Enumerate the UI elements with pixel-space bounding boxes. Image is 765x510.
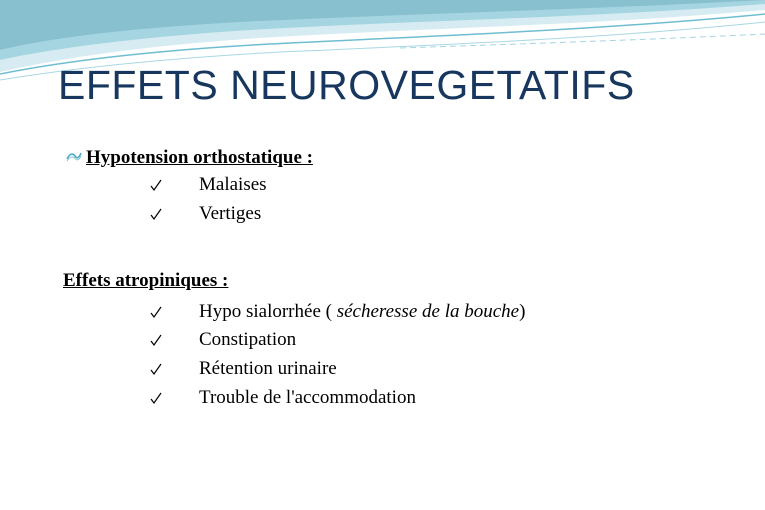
section-heading-hypotension	[66, 147, 313, 169]
slide-title: EFFETS NEUROVEGETATIFS	[58, 62, 635, 108]
list-item-text: Trouble de l'accommodation	[199, 387, 416, 408]
wave-bullet-icon	[66, 150, 82, 162]
checkmark-icon	[150, 391, 162, 405]
list-item-text: Constipation	[199, 329, 297, 350]
list-item-prefix: Hypo sialorrhée (	[199, 301, 337, 322]
checkmark-icon	[150, 362, 162, 376]
checkmark-icon	[150, 305, 162, 319]
section-heading-text: Hypotension orthostatique :	[86, 147, 313, 168]
checkmark-icon	[150, 207, 162, 221]
list-item-emphasis: sécheresse de la bouche	[336, 301, 520, 322]
list-item-suffix: )	[519, 301, 526, 322]
checkmark-icon	[150, 333, 162, 347]
list-item-text: Vertiges	[199, 203, 262, 224]
list-item-text	[199, 301, 525, 323]
list-item-text: Malaises	[199, 174, 267, 195]
section-heading-atropiniques: Effets atropiniques :	[63, 270, 229, 291]
list-item-text: Rétention urinaire	[199, 358, 337, 379]
checkmark-icon	[150, 178, 162, 192]
